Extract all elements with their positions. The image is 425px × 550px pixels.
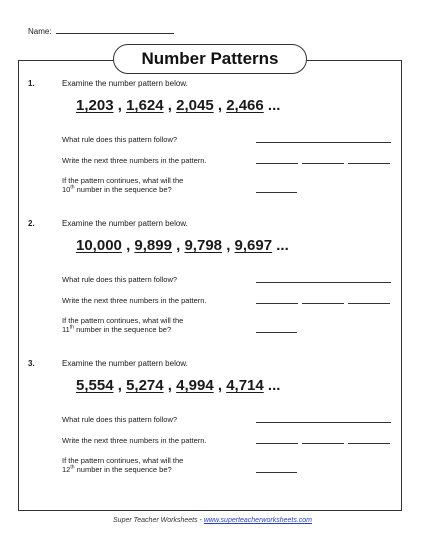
question-instruction: Examine the number pattern below.: [62, 219, 188, 228]
continue-question: [62, 176, 183, 194]
question-instruction: Examine the number pattern below.: [62, 359, 188, 368]
term-separator: ,: [217, 97, 223, 114]
term-separator: ,: [167, 97, 172, 114]
next-numbers-question: Write the next three numbers in the pattern.: [62, 156, 207, 165]
continue-question: [62, 456, 183, 474]
term-separator: ,: [126, 237, 131, 254]
next-number-answer-line[interactable]: [302, 303, 344, 304]
sequence-ellipsis: ...: [267, 97, 281, 114]
sequence-term: 9,899: [134, 237, 172, 254]
next-number-answer-line[interactable]: [348, 163, 390, 164]
ordinal-suffix: th: [70, 464, 75, 471]
sequence-ellipsis: ...: [276, 237, 289, 254]
next-number-answer-line[interactable]: [256, 303, 298, 304]
question-instruction: Examine the number pattern below.: [62, 79, 188, 88]
sequence-ellipsis: ...: [267, 377, 281, 394]
rule-question: What rule does this pattern follow?: [62, 135, 178, 144]
continue-question-line2: number in the sequence be?: [76, 325, 172, 334]
continue-question-line1: If the pattern continues, what will the: [62, 456, 184, 465]
next-number-answer-line[interactable]: [256, 163, 298, 164]
sequence-term: 9,798: [184, 237, 223, 254]
sequence-term: 10,000: [76, 237, 122, 254]
term-separator: ,: [176, 237, 181, 254]
term-separator: ,: [226, 237, 231, 254]
name-row: [28, 25, 174, 36]
next-numbers-question: Write the next three numbers in the pattern.: [62, 296, 207, 305]
continue-question: [62, 316, 183, 334]
number-sequence: [76, 237, 289, 254]
rule-answer-line[interactable]: [256, 422, 391, 423]
sequence-term: 1,624: [126, 97, 164, 114]
footer-brand: Super Teacher Worksheets: [113, 517, 198, 524]
number-sequence: [76, 97, 280, 114]
sequence-term: 5,554: [76, 377, 114, 394]
ordinal-number: 11: [62, 325, 70, 334]
next-number-answer-line[interactable]: [348, 443, 390, 444]
sequence-term: 1,203: [76, 97, 114, 114]
sequence-term: 4,714: [226, 377, 264, 394]
term-separator: ,: [217, 377, 223, 394]
sequence-term: 9,697: [234, 237, 273, 254]
ordinal-suffix: th: [69, 324, 74, 331]
next-number-answer-line[interactable]: [256, 443, 298, 444]
term-separator: ,: [167, 377, 172, 394]
term-separator: ,: [117, 97, 122, 114]
continue-question-line1: If the pattern continues, what will the: [62, 176, 184, 185]
name-field[interactable]: [56, 25, 174, 34]
sequence-term: 2,466: [226, 97, 264, 114]
nth-term-answer-line[interactable]: [256, 332, 297, 333]
sequence-term: 5,274: [126, 377, 164, 394]
term-separator: ,: [117, 377, 122, 394]
next-number-answer-line[interactable]: [348, 303, 390, 304]
rule-question: What rule does this pattern follow?: [62, 415, 178, 424]
name-label: Name:: [28, 27, 52, 36]
page-title: Number Patterns: [113, 44, 307, 74]
sequence-term: 4,994: [176, 377, 214, 394]
ordinal-number: 12: [62, 465, 71, 474]
number-sequence: [76, 377, 280, 394]
rule-answer-line[interactable]: [256, 282, 391, 283]
continue-question-line2: number in the sequence be?: [76, 185, 172, 194]
nth-term-answer-line[interactable]: [256, 472, 297, 473]
nth-term-answer-line[interactable]: [256, 192, 297, 193]
ordinal-suffix: th: [70, 184, 75, 191]
question-number: 2.: [28, 219, 35, 228]
footer-dash: -: [199, 517, 202, 524]
continue-question-line1: If the pattern continues, what will the: [62, 316, 184, 325]
rule-question: What rule does this pattern follow?: [62, 275, 178, 284]
sequence-term: 2,045: [176, 97, 214, 114]
next-number-answer-line[interactable]: [302, 163, 344, 164]
question-number: 1.: [28, 79, 35, 88]
next-number-answer-line[interactable]: [302, 443, 344, 444]
continue-question-line2: number in the sequence be?: [76, 465, 172, 474]
next-numbers-question: Write the next three numbers in the pattern.: [62, 436, 207, 445]
footer: [0, 517, 425, 524]
ordinal-number: 10: [62, 185, 71, 194]
rule-answer-line[interactable]: [256, 142, 391, 143]
question-number: 3.: [28, 359, 35, 368]
footer-link[interactable]: www.superteacherworksheets.com: [203, 517, 312, 524]
